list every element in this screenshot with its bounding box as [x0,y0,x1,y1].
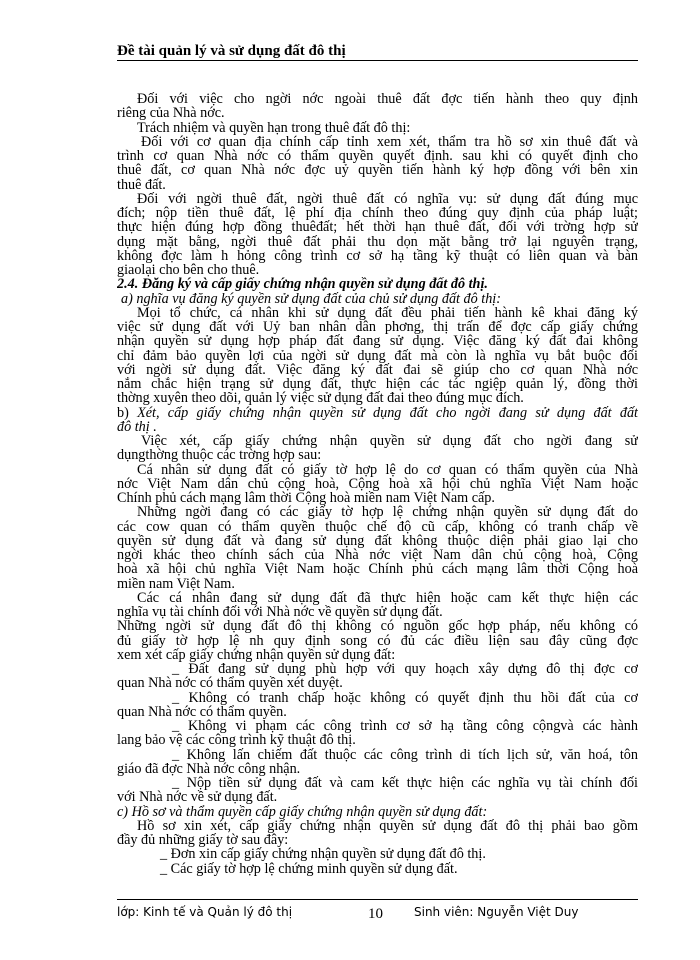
text-line [117,434,638,448]
text-line [117,691,638,705]
text-line [117,819,638,833]
paragraph [117,121,638,135]
line-text: lang bảo vệ các công trình kỹ thuật đô thị. [117,733,356,748]
line-text: Những ngời đang có các giấy tờ hợp lệ chứng nhận quyền sử dụng đất do [137,505,638,520]
text-line [117,562,638,576]
line-text: Các cá nhân đang sử dụng đất đã thực hiện hoặc cam kết thực hiện các [137,590,638,605]
line-text: c) Hồ sơ và thẩm quyền cấp giấy chứng nhận quyền sử dụng đất: [117,804,488,819]
line-text: xem xét cấp giấy chứng nhận quyền sử dụng đất: [117,647,396,662]
paragraph [117,292,638,306]
line-text: Xét, cấp giấy chứng nhận quyền sử dụng đất cho ngời đang sử dụng đất đất [137,405,638,420]
text-line [117,92,638,106]
text-line [117,491,638,505]
text-line [117,619,638,633]
text-line [117,192,638,206]
paragraph [117,135,638,192]
text-line [117,577,638,591]
line-text: Đối với việc cho ngời nớc ngoài thuê đất đợc tiến hành theo quy định [137,92,638,107]
line-text: _ Không lấn chiếm đất thuộc các công trình di tích lịch sử, văn hoá, tôn [172,747,638,762]
line-text: dụng mặt bằng, ngời thuê đất phải thu dọn mặt bằng trở lại nguyên trạng, [117,234,638,249]
text-line [117,605,638,619]
paragraph [117,662,638,691]
line-text: miền nam Việt Nam. [117,576,235,591]
paragraph [117,406,638,435]
text-line [117,463,638,477]
text-line [117,833,638,847]
text-line [117,135,638,149]
line-text: _ Đơn xin cấp giấy chứng nhận quyền sử dụng đất đô thị. [160,847,486,862]
line-text: Đối với cơ quan địa chính cấp tỉnh xem xét, thẩm tra hồ sơ xin thuê đất và [141,134,638,149]
line-text: Mọi tổ chức, cá nhân khi sử dụng đất đều phải tiến hành kê khai đăng ký [137,305,638,320]
line-text: các cow quan có thẩm quyền thuộc chế độ cũ cấp, không có tranh chấp về [117,519,638,534]
line-text: đủ giấy tờ hợp lệ nh quy định song có đủ các điều liện sau đây cũng đợc [117,633,638,648]
line-text: a) nghĩa vụ đăng ký quyền sử dụng đất của chủ sử dụng đất đô thị: [121,291,501,306]
line-text: đô thị . [117,419,157,434]
paragraph [117,277,638,291]
text-line [117,534,638,548]
paragraph [117,505,638,591]
line-text: Đối với ngời thuê đất, ngời thuê đất có nghĩa vụ: sử dụng đất đúng mục [137,191,638,206]
text-line [117,648,638,662]
paragraph [117,819,638,848]
line-text: đầy đủ những giấy tờ sau đây: [117,833,289,848]
text-line [117,790,638,804]
text-line [117,121,638,135]
page-number: 10 [368,906,383,922]
line-text: Hồ sơ xin xét, cấp giấy chứng nhận quyền sử dụng đất đô thị phải bao gồm [137,818,638,833]
text-line [117,719,638,733]
text-line [117,292,638,306]
line-text: nhận quyền sử dụng hợp pháp đất đang sử dụng. Việc đăng ký đất đai không [117,334,638,349]
text-line [117,178,638,192]
paragraph [117,847,638,861]
paragraph [117,619,638,662]
document-body [117,92,638,876]
text-line [117,505,638,519]
text-line [117,448,638,462]
text-line [117,235,638,249]
line-text: việc sử dụng đất với Uỷ ban nhân dân phơng, thị trấn để đợc cấp giấy chứng [117,320,638,335]
paragraph [117,719,638,748]
line-text: Chính phủ cách mạng lâm thời Cộng hoà miền nam Việt Nam cấp. [117,491,495,506]
text-line [117,306,638,320]
line-text: _ Không vi phạm các công trình cơ sở hạ tầng công cộngvà các hành [172,719,638,734]
line-text: giáo đã đợc Nhà nớc công nhận. [117,761,301,776]
text-line [117,762,638,776]
line-text: _ Các giấy tờ hợp lệ chứng minh quyền sử dụng đất. [160,861,458,876]
paragraph [117,805,638,819]
line-text: với ngời sử dụng đất. Việc đăng ký đất đai sẽ giúp cho cơ quan Nhà nớc [117,362,638,377]
line-text: chỉ đảm bảo quyền lợi của ngời sử dụng đất mà còn là nghĩa vụ bắt buộc đối [117,348,638,363]
text-line [117,862,638,876]
line-text: thuê đất, cơ quan Nhà nớc đợc uỷ quyền tiến hành ký hợp đồng với bên xin [117,163,638,178]
line-text: ngời khác theo chính sách của Nhà nớc việt Nam dân chủ cộng hoà, Cộng [117,548,638,563]
line-text: hoà xã hội chủ nghĩa Việt Nam hoặc Chính phủ cách mạng lâm thời Cộng hoà [117,562,638,577]
text-line [117,705,638,719]
line-text: 2.4. Đăng ký và cấp giấy chứng nhận quyền sử dụng đất đô thị. [117,277,488,292]
line-text: _ Nộp tiền sử dụng đất và cam kết thực hiện các nghĩa vụ tài chính đối [172,776,638,791]
line-text: thờng xuyên theo dõi, quản lý việc sử dụng đất đai theo đúng mục đích. [117,391,524,406]
footer-class-label: lớp: Kinh tế và Quản lý đô thị [117,905,293,919]
text-line [117,477,638,491]
text-line [117,391,638,405]
text-line [117,548,638,562]
line-text: Cá nhân sử dụng đất có giấy tờ hợp lệ do cơ quan có thẩm quyền của Nhà [137,462,638,477]
text-line [117,591,638,605]
paragraph [117,192,638,278]
text-line [117,676,638,690]
line-text: không đợc làm h hỏng công trình cơ sở hạ tầng kỹ thuật có liên quan và bàn [117,248,638,263]
paragraph [117,306,638,406]
text-line [117,377,638,391]
line-text: Những ngời sử dụng đất đô thị không có nguồn gốc hợp pháp, nếu không có [117,619,638,634]
paragraph [117,862,638,876]
line-text: thực hiện đúng hợp đồng thuêđất; hết thời hạn thuê đất, đối với trờng hợp sử [117,220,638,235]
text-line [117,320,638,334]
text-line [117,220,638,234]
paragraph [117,463,638,506]
text-line [117,334,638,348]
text-line [117,349,638,363]
footer-divider [117,899,638,900]
text-line [117,406,638,420]
paragraph [117,92,638,121]
text-line [117,149,638,163]
line-text: Trách nhiệm và quyền hạn trong thuê đất đô thị: [137,120,411,135]
text-line [117,163,638,177]
text-line [117,106,638,120]
paragraph [117,776,638,805]
line-text: _ Không có tranh chấp hoặc không có quyết định thu hồi đất của cơ [172,690,638,705]
line-text: _ Đất đang sử dụng phù hợp với quy hoạch xây dựng đô thị đợc cơ [172,662,638,677]
text-line [117,249,638,263]
line-text: nghĩa vụ tài chính đối với Nhà nớc về quyền sử dụng đất. [117,605,443,620]
paragraph [117,748,638,777]
text-line [117,263,638,277]
text-line [117,847,638,861]
line-text: đích; nộp tiền thuê đất, lệ phí địa chính theo đúng quy định của pháp luật; [117,206,638,221]
text-line [117,776,638,790]
line-text: dụngthờng thuộc các trờng hợp sau: [117,448,322,463]
text-line [117,733,638,747]
paragraph [117,591,638,620]
text-line [117,634,638,648]
line-text: riêng của Nhà nớc. [117,106,225,121]
line-text: quyền sử dụng đất và đang sử dụng đất không thuộc diện phải giao lại cho [117,533,638,548]
line-text: nớc Việt Nam dân chủ cộng hoà, Cộng hoà xã hội chủ nghĩa Việt Nam hoặc [117,476,638,491]
text-line [117,363,638,377]
line-text: nắm chắc hiện trạng sử dụng đất, thực hiện các tác ngiệp quản lý, đồng thời [117,377,638,392]
footer-student-name: Sinh viên: Nguyễn Việt Duy [414,905,579,919]
paragraph [117,434,638,463]
paragraph [117,691,638,720]
text-line [117,662,638,676]
text-line [117,805,638,819]
line-text: thuê đất. [117,177,166,192]
line-text: giaolại cho bên cho thuê. [117,263,260,278]
line-text: quan Nhà nớc có thẩm quyền xét duyệt. [117,676,343,691]
list-marker: b) [117,405,138,420]
text-line [117,206,638,220]
line-text: quan Nhà nớc có thẩm quyền. [117,704,287,719]
text-line [117,748,638,762]
line-text: với Nhà nớc về sử dụng đất. [117,790,278,805]
line-text: trình cơ quan Nhà nớc có thẩm quyền quyết định. sau khi có quyết định cho [117,149,638,164]
text-line [117,520,638,534]
running-header-title: Đề tài quản lý và sử dụng đất đô thị [117,44,638,61]
line-text: Việc xét, cấp giấy chứng nhận quyền sử dụng đất cho ngời đang sử [141,434,638,449]
text-line [117,277,638,291]
text-line [117,420,638,434]
